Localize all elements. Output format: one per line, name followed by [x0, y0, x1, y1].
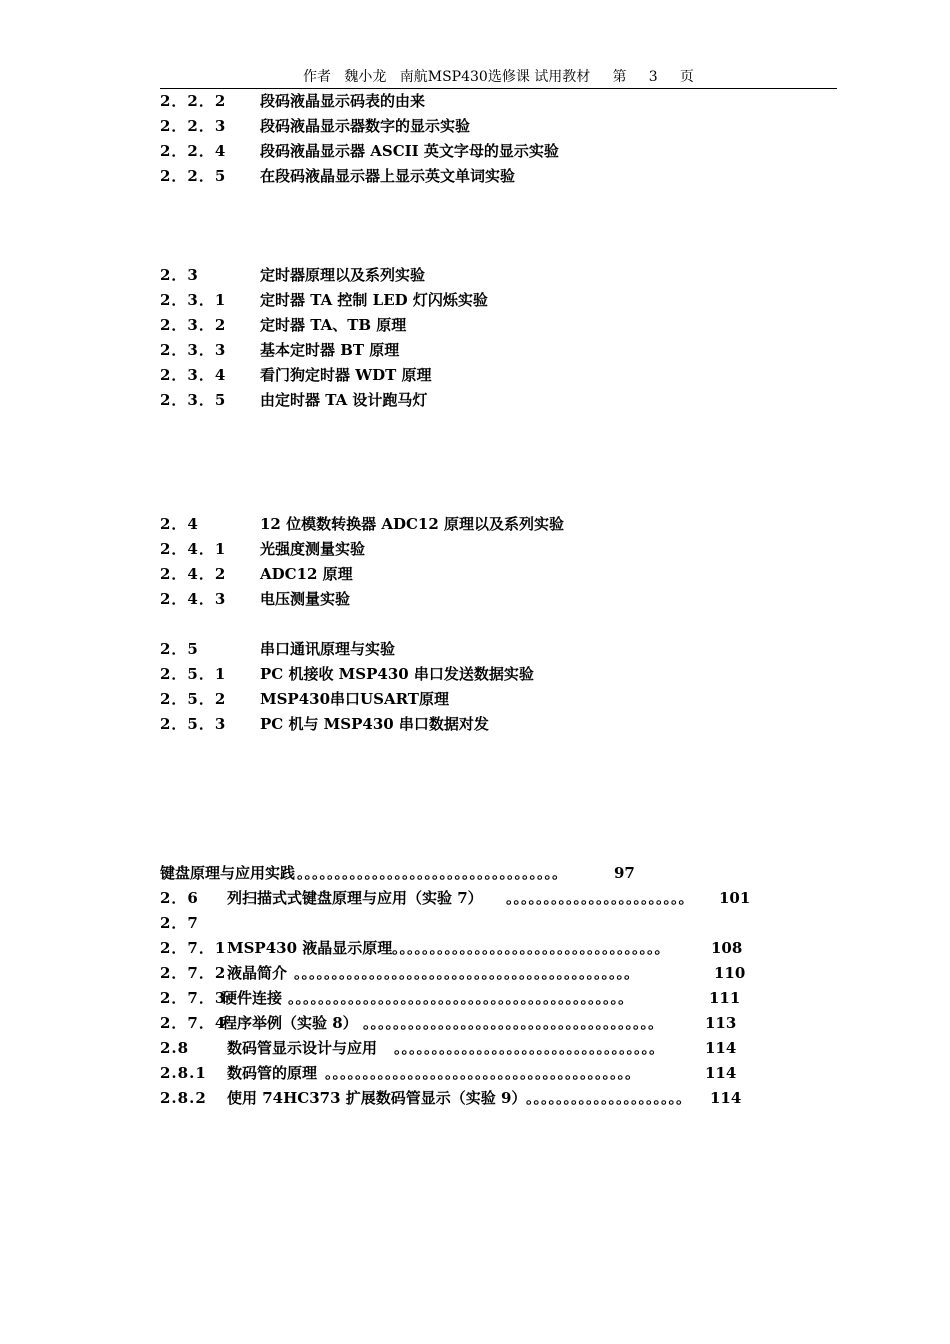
section-title: 段码液晶显示器数字的显示实验	[260, 117, 471, 135]
section-title: 12 位模数转换器 ADC12 原理以及系列实验	[260, 515, 565, 533]
toc-leader: 。。。。。。。。。。。。。。。。。。。。。。。。。。。。。。。。。。。。。。。。。	[325, 1064, 641, 1082]
section-title: ADC12 原理	[260, 565, 353, 583]
toc-title: 使用 74HC373 扩展数码管显示（实验 9）	[227, 1089, 527, 1107]
section-title: MSP430串口USART原理	[260, 690, 449, 708]
section-title: 串口通讯原理与实验	[260, 640, 396, 658]
page-header: 作者 魏小龙 南航MSP430选修课 试用教材 第 3 页	[160, 66, 837, 89]
section-number: 2．2．4	[160, 142, 227, 160]
toc-leader: 。。。。。。。。。。。。。。。。。。。。。。。。。。。。。。。。。。。。。。。。。。。。。	[288, 989, 634, 1007]
section-number: 2．5．1	[160, 665, 227, 683]
section-title: 在段码液晶显示器上显示英文单词实验	[260, 167, 516, 185]
section-number: 2．3．2	[160, 316, 227, 334]
section-number: 2．5．3	[160, 715, 227, 733]
section-title: PC 机接收 MSP430 串口发送数据实验	[260, 665, 534, 683]
section-title: 由定时器 TA 设计跑马灯	[260, 391, 428, 409]
section-number: 2．3．3	[160, 341, 227, 359]
toc-number: 2．7．4	[160, 1014, 227, 1032]
section-title: 定时器原理以及系列实验	[260, 266, 426, 284]
section-title: 段码液晶显示器 ASCII 英文字母的显示实验	[260, 142, 559, 160]
toc-title: 键盘原理与应用实践	[160, 864, 296, 882]
section-number: 2．2．3	[160, 117, 227, 135]
section-number: 2．3	[160, 266, 199, 284]
toc-leader: 。。。。。。。。。。。。。。。。。。。。。。。。。。。。。。。。。。。。。。。。。。。。。	[294, 964, 640, 982]
toc-leader: 。。。。。。。。。。。。。。。。。。。。。。。。	[506, 889, 694, 907]
toc-leader: 。。。。。。。。。。。。。。。。。。。。。。。。。。。。。。。。。。。。	[392, 939, 670, 957]
section-number: 2．3．5	[160, 391, 227, 409]
toc-number: 2．7．3	[160, 989, 227, 1007]
toc-page: 110	[714, 964, 746, 982]
section-title: 电压测量实验	[260, 590, 351, 608]
toc-page: 114	[710, 1089, 742, 1107]
toc-number: 2.8.1	[160, 1064, 207, 1082]
toc-title: 列扫描式式键盘原理与应用（实验 7）	[227, 889, 483, 907]
toc-number: 2．7．2	[160, 964, 227, 982]
toc-leader: 。。。。。。。。。。。。。。。。。。。。。	[526, 1089, 692, 1107]
toc-number: 2.8	[160, 1039, 190, 1057]
toc-leader: 。。。。。。。。。。。。。。。。。。。。。。。。。。。。。。。。。。。。。。。	[363, 1014, 664, 1032]
section-title: 看门狗定时器 WDT 原理	[260, 366, 432, 384]
toc-page: 108	[711, 939, 743, 957]
toc-number: 2．7．1	[160, 939, 227, 957]
toc-page: 113	[705, 1014, 737, 1032]
section-number: 2．2．5	[160, 167, 227, 185]
section-number: 2．5．2	[160, 690, 227, 708]
section-number: 2．5	[160, 640, 199, 658]
section-title: 段码液晶显示码表的由来	[260, 92, 426, 110]
toc-leader: 。。。。。。。。。。。。。。。。。。。。。。。。。。。。。。。。。。。	[297, 864, 568, 882]
section-title: 定时器 TA 控制 LED 灯闪烁实验	[260, 291, 488, 309]
section-number: 2．4．2	[160, 565, 227, 583]
toc-title: 数码管的原理	[227, 1064, 318, 1082]
section-number: 2．4．1	[160, 540, 227, 558]
toc-title: 程序举例（实验 8）	[222, 1014, 358, 1032]
section-number: 2．3．4	[160, 366, 227, 384]
toc-page: 114	[705, 1039, 737, 1057]
toc-title: 硬件连接	[222, 989, 283, 1007]
toc-page: 114	[705, 1064, 737, 1082]
toc-page: 97	[614, 864, 635, 882]
section-number: 2．4	[160, 515, 199, 533]
toc-number: 2．6	[160, 889, 199, 907]
toc-title: 数码管显示设计与应用	[227, 1039, 378, 1057]
toc-page: 111	[709, 989, 741, 1007]
section-title: 光强度测量实验	[260, 540, 366, 558]
section-title: 基本定时器 BT 原理	[260, 341, 400, 359]
toc-leader: 。。。。。。。。。。。。。。。。。。。。。。。。。。。。。。。。。。。	[394, 1039, 665, 1057]
toc-number: 2．7	[160, 914, 199, 932]
section-title: PC 机与 MSP430 串口数据对发	[260, 715, 489, 733]
toc-title: MSP430 液晶显示原理	[227, 939, 393, 957]
section-number: 2．2．2	[160, 92, 227, 110]
section-number: 2．3．1	[160, 291, 227, 309]
section-number: 2．4．3	[160, 590, 227, 608]
section-title: 定时器 TA、TB 原理	[260, 316, 407, 334]
toc-title: 液晶简介	[227, 964, 288, 982]
toc-page: 101	[719, 889, 751, 907]
toc-number: 2.8.2	[160, 1089, 207, 1107]
